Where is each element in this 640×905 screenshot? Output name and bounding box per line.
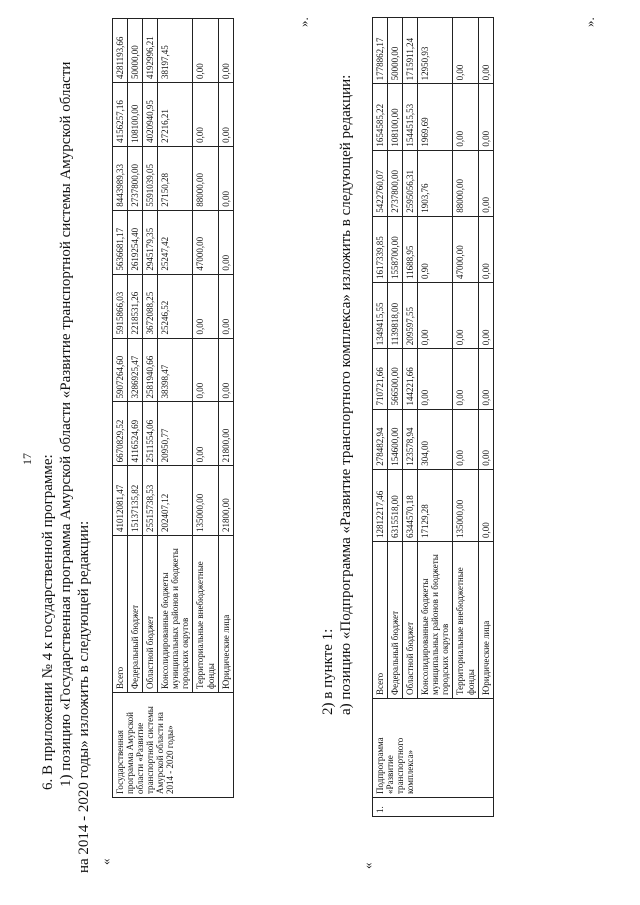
value-cell: 4020940,95 xyxy=(143,82,158,146)
value-cell: 0,00 xyxy=(218,338,233,402)
program-name: Подпрограмма «Развитие транспортного комплекса» xyxy=(373,699,494,798)
table-row xyxy=(453,18,478,817)
value-cell: 4192996,21 xyxy=(143,19,158,83)
value-cell: 566500,00 xyxy=(388,349,403,409)
value-cell: 4156257,16 xyxy=(113,82,128,146)
row-number: 1. xyxy=(373,798,494,817)
value-cell: 4281193,66 xyxy=(113,19,128,83)
source-label: Федеральный бюджет xyxy=(128,536,143,693)
value-cell: 25246,52 xyxy=(158,274,193,338)
value-cell: 0,00 xyxy=(453,283,478,349)
table-row xyxy=(373,18,388,817)
value-cell: 1654585,22 xyxy=(373,84,388,150)
clause2-line1: 2) в пункте 1: xyxy=(320,628,336,715)
value-cell: 710721,66 xyxy=(373,349,388,409)
value-cell: 20950,77 xyxy=(158,402,193,466)
table-row xyxy=(143,19,158,798)
value-cell: 2218531,26 xyxy=(128,274,143,338)
value-cell: 202407,12 xyxy=(158,466,193,536)
value-cell: 41012081,47 xyxy=(113,466,128,536)
value-cell: 27216,21 xyxy=(158,82,193,146)
value-cell: 1969,69 xyxy=(418,84,453,150)
value-cell: 144221,66 xyxy=(403,349,418,409)
table-row xyxy=(193,19,218,798)
value-cell: 0,00 xyxy=(478,216,493,282)
value-cell: 11688,95 xyxy=(403,216,418,282)
value-cell: 2595056,31 xyxy=(403,150,418,216)
value-cell: 0,00 xyxy=(453,409,478,469)
value-cell: 1139818,00 xyxy=(388,283,403,349)
value-cell: 21800,00 xyxy=(218,402,233,466)
value-cell: 0,00 xyxy=(218,82,233,146)
value-cell: 0,00 xyxy=(418,283,453,349)
value-cell: 2737800,00 xyxy=(388,150,403,216)
value-cell: 6670829,52 xyxy=(113,402,128,466)
table-row xyxy=(418,18,453,817)
value-cell: 3286925,47 xyxy=(128,338,143,402)
value-cell: 47000,00 xyxy=(193,210,218,274)
clause2-line2: а) позицию «Подпрограмма «Развитие транспортного комплекса» изложить в следующей редакции: xyxy=(338,74,354,715)
clause1-line1: 1) позицию «Государственная программа Амурской области «Развитие транспортной системы Амурской области xyxy=(58,61,74,787)
close-quote-2: ». xyxy=(582,17,597,27)
value-cell: 38398,47 xyxy=(158,338,193,402)
value-cell: 0,90 xyxy=(418,216,453,282)
open-quote-2: « xyxy=(360,862,375,869)
value-cell: 0,00 xyxy=(193,338,218,402)
value-cell: 47000,00 xyxy=(453,216,478,282)
table-row xyxy=(478,18,493,817)
value-cell: 5907264,60 xyxy=(113,338,128,402)
value-cell: 2619254,40 xyxy=(128,210,143,274)
open-quote-1: « xyxy=(98,858,113,865)
value-cell: 50000,00 xyxy=(128,19,143,83)
value-cell: 0,00 xyxy=(478,18,493,84)
table-row xyxy=(218,19,233,798)
value-cell: 278482,94 xyxy=(373,409,388,469)
value-cell: 25515738,53 xyxy=(143,466,158,536)
value-cell: 50000,00 xyxy=(388,18,403,84)
value-cell: 6315518,00 xyxy=(388,469,403,541)
value-cell: 27150,28 xyxy=(158,146,193,210)
value-cell: 4116524,69 xyxy=(128,402,143,466)
value-cell: 108100,00 xyxy=(128,82,143,146)
value-cell: 123578,94 xyxy=(403,409,418,469)
value-cell: 12950,93 xyxy=(418,18,453,84)
clause1-line2: на 2014 - 2020 годы» изложить в следующей редакции: xyxy=(76,520,92,873)
program-finance-table xyxy=(112,18,234,798)
close-quote-1: ». xyxy=(296,17,311,27)
source-label: Федеральный бюджет xyxy=(388,542,403,699)
value-cell: 88000,00 xyxy=(453,150,478,216)
value-cell: 88000,00 xyxy=(193,146,218,210)
value-cell: 1558700,00 xyxy=(388,216,403,282)
value-cell: 1715911,24 xyxy=(403,18,418,84)
value-cell: 0,00 xyxy=(218,19,233,83)
source-label: Консолидированные бюджеты муниципальных районов и бюджеты городских округов xyxy=(158,536,193,693)
value-cell: 0,00 xyxy=(478,409,493,469)
source-label: Всего xyxy=(113,536,128,693)
value-cell: 0,00 xyxy=(478,469,493,541)
source-label: Территориальные внебюджетные фонды xyxy=(193,536,218,693)
value-cell: 17129,28 xyxy=(418,469,453,541)
subprogram-finance-table xyxy=(372,17,494,817)
value-cell: 135000,00 xyxy=(453,469,478,541)
value-cell: 21800,00 xyxy=(218,466,233,536)
value-cell: 25247,42 xyxy=(158,210,193,274)
value-cell: 135000,00 xyxy=(193,466,218,536)
table-row xyxy=(113,19,128,798)
value-cell: 0,00 xyxy=(193,274,218,338)
source-label: Территориальные внебюджетные фонды xyxy=(453,542,478,699)
value-cell: 0,00 xyxy=(418,349,453,409)
source-label: Всего xyxy=(373,542,388,699)
value-cell: 15137135,82 xyxy=(128,466,143,536)
table-row xyxy=(158,19,193,798)
value-cell: 12812217,46 xyxy=(373,469,388,541)
value-cell: 0,00 xyxy=(453,84,478,150)
value-cell: 5915866,03 xyxy=(113,274,128,338)
value-cell: 2581940,66 xyxy=(143,338,158,402)
value-cell: 0,00 xyxy=(478,84,493,150)
source-label: Консолидированные бюджеты муниципальных районов и бюджеты городских округов xyxy=(418,542,453,699)
value-cell: 304,00 xyxy=(418,409,453,469)
value-cell: 6344570,18 xyxy=(403,469,418,541)
value-cell: 0,00 xyxy=(218,210,233,274)
source-label: Юридические лица xyxy=(478,542,493,699)
source-label: Юридические лица xyxy=(218,536,233,693)
value-cell: 154600,00 xyxy=(388,409,403,469)
value-cell: 0,00 xyxy=(478,349,493,409)
value-cell: 0,00 xyxy=(193,19,218,83)
value-cell: 0,00 xyxy=(193,402,218,466)
value-cell: 1544515,53 xyxy=(403,84,418,150)
value-cell: 209597,55 xyxy=(403,283,418,349)
value-cell: 2945179,35 xyxy=(143,210,158,274)
value-cell: 5422760,07 xyxy=(373,150,388,216)
value-cell: 5636681,17 xyxy=(113,210,128,274)
value-cell: 0,00 xyxy=(453,349,478,409)
value-cell: 0,00 xyxy=(478,283,493,349)
value-cell: 0,00 xyxy=(478,150,493,216)
table-row xyxy=(403,18,418,817)
section-title: 6. В приложении № 4 к государственной программе: xyxy=(40,454,56,790)
value-cell: 0,00 xyxy=(453,18,478,84)
value-cell: 8443989,33 xyxy=(113,146,128,210)
source-label: Областной бюджет xyxy=(143,536,158,693)
value-cell: 1349415,55 xyxy=(373,283,388,349)
value-cell: 0,00 xyxy=(218,146,233,210)
value-cell: 1903,76 xyxy=(418,150,453,216)
value-cell: 1617339,85 xyxy=(373,216,388,282)
value-cell: 108100,00 xyxy=(388,84,403,150)
value-cell: 2737800,00 xyxy=(128,146,143,210)
value-cell: 3672088,25 xyxy=(143,274,158,338)
table-row xyxy=(388,18,403,817)
value-cell: 2511554,06 xyxy=(143,402,158,466)
program-name: Государственная программа Амурской области «Развитие транспортной системы Амурской области на 2014 - 2020 годы» xyxy=(113,693,234,798)
value-cell: 0,00 xyxy=(218,274,233,338)
value-cell: 0,00 xyxy=(193,82,218,146)
page-number: 17 xyxy=(20,453,34,465)
source-label: Областной бюджет xyxy=(403,542,418,699)
table-row xyxy=(128,19,143,798)
value-cell: 1778862,17 xyxy=(373,18,388,84)
value-cell: 5591039,05 xyxy=(143,146,158,210)
value-cell: 38197,45 xyxy=(158,19,193,83)
